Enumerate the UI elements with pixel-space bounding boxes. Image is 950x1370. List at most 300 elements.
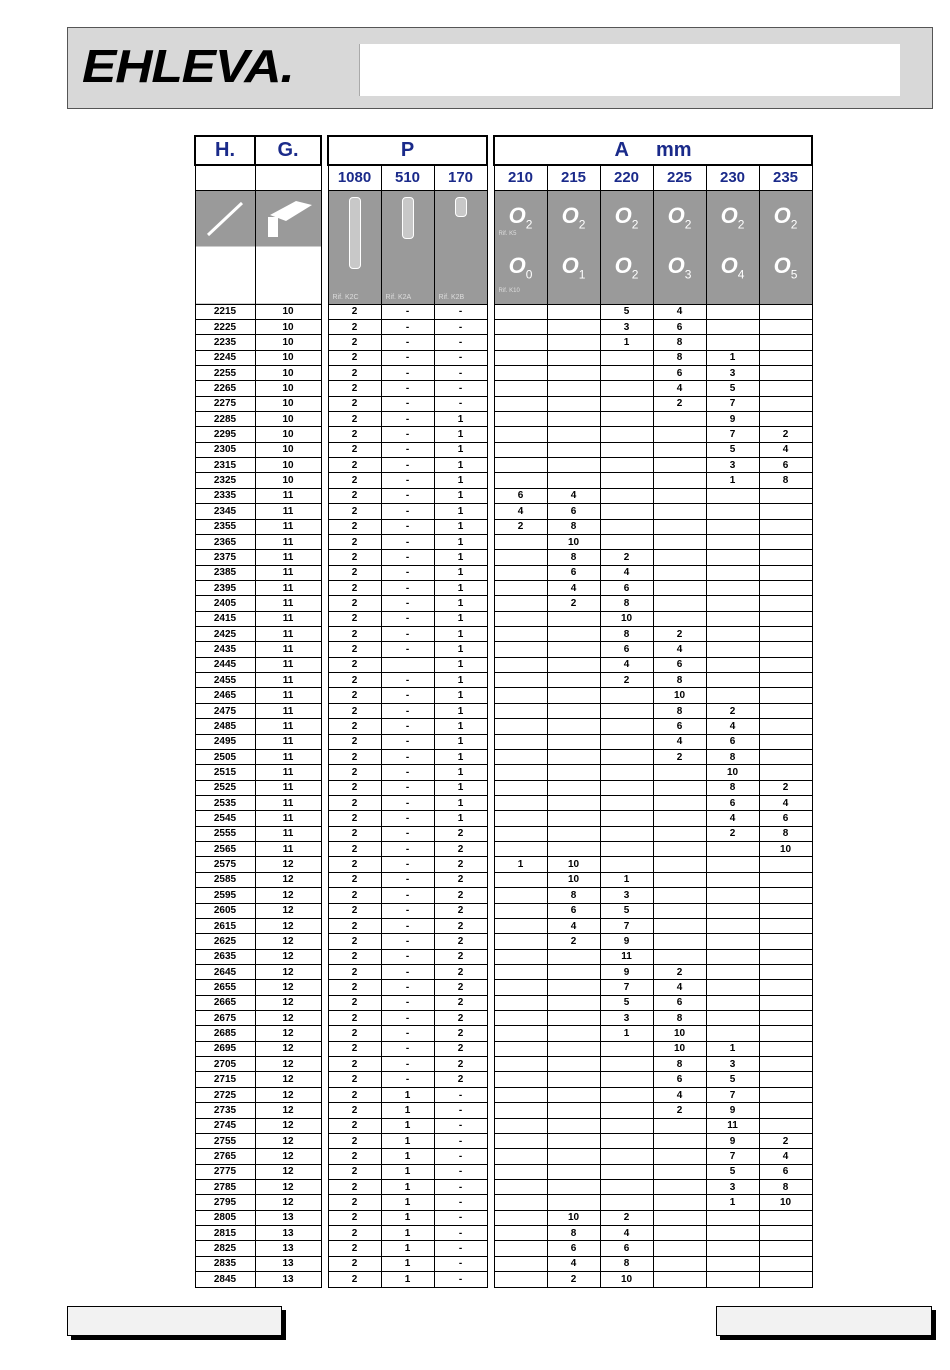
cell-h: 2235 <box>195 335 255 350</box>
cell-a: 4 <box>547 918 600 933</box>
cell-g: 11 <box>255 749 321 764</box>
cell-a: 4 <box>600 1226 653 1241</box>
cell-a <box>600 1179 653 1194</box>
cell-p: 2 <box>328 335 381 350</box>
cell-h: 2475 <box>195 703 255 718</box>
cell-a <box>600 473 653 488</box>
cell-p: - <box>381 934 434 949</box>
cell-p: 2 <box>328 427 381 442</box>
cell-p: 1 <box>434 580 487 595</box>
table-row <box>195 611 812 626</box>
cell-h: 2415 <box>195 611 255 626</box>
cell-a <box>706 903 759 918</box>
cell-a: 2 <box>759 780 812 795</box>
cell-a: 4 <box>653 304 706 319</box>
cell-a <box>653 458 706 473</box>
cell-a <box>494 796 547 811</box>
cell-a: 2 <box>759 1133 812 1148</box>
cell-a <box>653 1164 706 1179</box>
cell-a <box>494 319 547 334</box>
cell-a <box>494 765 547 780</box>
cell-h: 2575 <box>195 857 255 872</box>
cell-a: 6 <box>706 796 759 811</box>
cell-p <box>381 657 434 672</box>
cell-a <box>547 1072 600 1087</box>
cell-h: 2215 <box>195 304 255 319</box>
cell-a: 8 <box>759 1179 812 1194</box>
cell-a <box>759 765 812 780</box>
cell-g: 11 <box>255 811 321 826</box>
cell-a <box>494 903 547 918</box>
cell-a <box>600 857 653 872</box>
cell-p: 1 <box>434 657 487 672</box>
cell-a <box>494 442 547 457</box>
cell-a <box>547 350 600 365</box>
cell-p: - <box>381 550 434 565</box>
cell-a: 4 <box>653 642 706 657</box>
cell-g: 10 <box>255 427 321 442</box>
cell-a <box>706 627 759 642</box>
table-row <box>195 934 812 949</box>
cell-a: 8 <box>653 1057 706 1072</box>
cell-a <box>547 842 600 857</box>
cell-p: 2 <box>434 964 487 979</box>
cell-a: 8 <box>600 627 653 642</box>
cell-a <box>653 442 706 457</box>
cell-a: 8 <box>653 335 706 350</box>
cell-a <box>706 949 759 964</box>
table-row <box>195 504 812 519</box>
cell-a <box>547 473 600 488</box>
cell-g: 11 <box>255 719 321 734</box>
cell-p: 2 <box>328 780 381 795</box>
cell-p: 1 <box>434 765 487 780</box>
ref-label: Rif. K2C <box>332 293 359 301</box>
cell-a <box>547 995 600 1010</box>
cell-p: - <box>381 396 434 411</box>
cell-a <box>600 519 653 534</box>
cell-a <box>494 1179 547 1194</box>
cell-a <box>759 396 812 411</box>
brand-logo: EHLEVA. <box>82 40 294 92</box>
cell-g: 11 <box>255 596 321 611</box>
col-header-h: H. <box>195 136 255 165</box>
cell-h: 2515 <box>195 765 255 780</box>
cell-a <box>759 1041 812 1056</box>
cell-g: 10 <box>255 350 321 365</box>
table-row <box>195 903 812 918</box>
cell-a <box>494 611 547 626</box>
cell-a <box>706 565 759 580</box>
cell-a: 8 <box>600 1256 653 1271</box>
cell-g: 10 <box>255 304 321 319</box>
cell-a: 5 <box>600 903 653 918</box>
cell-a <box>600 1087 653 1102</box>
cell-a <box>759 749 812 764</box>
cell-a: 3 <box>706 1179 759 1194</box>
cell-a: 6 <box>494 488 547 503</box>
col-header-a-unit: mm <box>655 139 692 161</box>
cell-p: - <box>381 1041 434 1056</box>
cell-a: 6 <box>759 1164 812 1179</box>
cell-p: 2 <box>328 1118 381 1133</box>
cell-a <box>759 918 812 933</box>
cell-a: 1 <box>600 872 653 887</box>
cell-a: 10 <box>706 765 759 780</box>
cell-a <box>759 995 812 1010</box>
cell-p: - <box>381 458 434 473</box>
cell-p: 1 <box>434 796 487 811</box>
cell-p: 1 <box>381 1103 434 1118</box>
cell-g: 11 <box>255 842 321 857</box>
cell-p: 2 <box>328 442 381 457</box>
table-row <box>195 565 812 580</box>
cell-p: 2 <box>434 1057 487 1072</box>
cell-a <box>653 949 706 964</box>
cell-h: 2805 <box>195 1210 255 1225</box>
cell-a: 7 <box>706 427 759 442</box>
cell-p: 2 <box>434 1041 487 1056</box>
cell-a <box>494 580 547 595</box>
cell-p: 2 <box>328 1149 381 1164</box>
cell-p: 2 <box>328 458 381 473</box>
cell-a <box>706 934 759 949</box>
cell-a <box>494 1011 547 1026</box>
cell-a <box>706 580 759 595</box>
subheader-a: 215 <box>547 165 600 190</box>
cell-a: 2 <box>759 427 812 442</box>
cell-a <box>653 780 706 795</box>
cell-a: 4 <box>600 565 653 580</box>
cell-p: 2 <box>328 1133 381 1148</box>
page-header <box>67 27 933 109</box>
cell-p: 1 <box>434 749 487 764</box>
cell-a <box>494 749 547 764</box>
cell-p: 2 <box>328 381 381 396</box>
cell-p: 2 <box>328 304 381 319</box>
cell-a <box>494 657 547 672</box>
cell-a: 4 <box>547 1256 600 1271</box>
cell-p: 2 <box>328 1179 381 1194</box>
cell-p: 1 <box>434 550 487 565</box>
cell-a: 11 <box>600 949 653 964</box>
table-row <box>195 319 812 334</box>
cell-a <box>547 1179 600 1194</box>
subheader-p: 1080 <box>328 165 381 190</box>
cell-g: 12 <box>255 918 321 933</box>
cell-a <box>494 949 547 964</box>
cell-h: 2245 <box>195 350 255 365</box>
cell-a <box>759 335 812 350</box>
table-row <box>195 1241 812 1256</box>
cell-h: 2335 <box>195 488 255 503</box>
cell-a <box>494 627 547 642</box>
col-header-p: P <box>328 136 487 165</box>
table-row <box>195 1149 812 1164</box>
table-row <box>195 627 812 642</box>
cell-a <box>547 611 600 626</box>
blade-icon-cell <box>195 190 255 304</box>
cell-h: 2455 <box>195 673 255 688</box>
table-row <box>195 1226 812 1241</box>
cell-a <box>600 458 653 473</box>
cell-a <box>759 734 812 749</box>
cell-a: 6 <box>653 365 706 380</box>
cell-a <box>494 1272 547 1287</box>
cell-h: 2285 <box>195 412 255 427</box>
cell-a <box>600 826 653 841</box>
cell-a: 8 <box>547 1226 600 1241</box>
table-row <box>195 596 812 611</box>
cell-p: - <box>434 365 487 380</box>
cell-p: - <box>381 335 434 350</box>
cell-a <box>759 688 812 703</box>
cell-g: 13 <box>255 1210 321 1225</box>
cell-p: - <box>381 627 434 642</box>
cell-p: 2 <box>434 872 487 887</box>
cell-g: 11 <box>255 627 321 642</box>
cell-a <box>706 534 759 549</box>
cell-a: 10 <box>547 872 600 887</box>
cell-a <box>600 504 653 519</box>
cell-a <box>547 980 600 995</box>
cell-a <box>600 811 653 826</box>
cell-p: 1 <box>434 596 487 611</box>
cell-a: 8 <box>759 826 812 841</box>
cell-a <box>759 488 812 503</box>
table-row <box>195 673 812 688</box>
cell-a <box>547 365 600 380</box>
cell-a <box>547 427 600 442</box>
cell-a: 6 <box>547 504 600 519</box>
cell-a: 6 <box>600 580 653 595</box>
cell-a <box>706 995 759 1010</box>
cell-a <box>547 458 600 473</box>
cell-p: - <box>381 488 434 503</box>
cell-p: - <box>381 534 434 549</box>
cell-p: - <box>381 903 434 918</box>
cell-h: 2405 <box>195 596 255 611</box>
cell-p: 1 <box>434 627 487 642</box>
cell-a <box>759 580 812 595</box>
cell-a <box>547 381 600 396</box>
cell-a: 2 <box>547 934 600 949</box>
cell-h: 2615 <box>195 918 255 933</box>
cell-g: 11 <box>255 534 321 549</box>
cell-h: 2635 <box>195 949 255 964</box>
cell-p: 2 <box>434 980 487 995</box>
table-row <box>195 473 812 488</box>
cell-p: 2 <box>328 734 381 749</box>
cell-a <box>759 1011 812 1026</box>
cell-p: - <box>381 319 434 334</box>
cell-a <box>547 412 600 427</box>
cell-a <box>494 412 547 427</box>
cell-a: 2 <box>494 519 547 534</box>
cell-a: 5 <box>706 1072 759 1087</box>
cell-h: 2815 <box>195 1226 255 1241</box>
cell-a: 4 <box>547 488 600 503</box>
cell-a <box>494 1226 547 1241</box>
oval-icon: $O_2$ <box>614 252 639 281</box>
cell-p: - <box>381 703 434 718</box>
cell-a <box>759 1087 812 1102</box>
cell-p: 1 <box>434 734 487 749</box>
cell-p: - <box>434 1103 487 1118</box>
cell-a <box>547 1118 600 1133</box>
size-table <box>194 135 813 1288</box>
cell-a: 4 <box>653 980 706 995</box>
cell-a: 5 <box>600 995 653 1010</box>
cell-h: 2685 <box>195 1026 255 1041</box>
cell-g: 10 <box>255 319 321 334</box>
cell-g: 12 <box>255 934 321 949</box>
cell-p: 1 <box>381 1256 434 1271</box>
table-row <box>195 442 812 457</box>
cell-a <box>706 1011 759 1026</box>
cell-g: 11 <box>255 673 321 688</box>
cell-p: 2 <box>328 1072 381 1087</box>
cell-h: 2755 <box>195 1133 255 1148</box>
cell-a: 4 <box>759 796 812 811</box>
cell-a <box>706 1272 759 1287</box>
cell-p: 2 <box>328 796 381 811</box>
cell-p: - <box>381 673 434 688</box>
cell-a <box>653 811 706 826</box>
cell-a <box>600 1041 653 1056</box>
cell-p: 2 <box>328 688 381 703</box>
cell-a <box>759 964 812 979</box>
cell-a <box>759 857 812 872</box>
cell-a <box>547 719 600 734</box>
cell-a <box>547 688 600 703</box>
cell-h: 2325 <box>195 473 255 488</box>
cell-a <box>494 335 547 350</box>
subheader-a: 230 <box>706 165 759 190</box>
cell-p: 2 <box>328 842 381 857</box>
cell-a <box>547 1026 600 1041</box>
cell-a <box>547 1164 600 1179</box>
cell-g: 11 <box>255 550 321 565</box>
cell-a <box>494 427 547 442</box>
cell-a <box>547 1149 600 1164</box>
cell-p: - <box>434 1133 487 1148</box>
cell-p: - <box>381 596 434 611</box>
cell-p: 2 <box>434 857 487 872</box>
cell-a <box>759 719 812 734</box>
table-row <box>195 749 812 764</box>
cell-p: - <box>381 365 434 380</box>
cell-p: - <box>434 1210 487 1225</box>
cell-g: 10 <box>255 335 321 350</box>
cell-h: 2715 <box>195 1072 255 1087</box>
table-row <box>195 811 812 826</box>
table-row <box>195 964 812 979</box>
cell-g: 13 <box>255 1226 321 1241</box>
cell-p: - <box>381 857 434 872</box>
cell-a <box>759 903 812 918</box>
table-row <box>195 580 812 595</box>
cell-h: 2265 <box>195 381 255 396</box>
cell-a <box>494 1087 547 1102</box>
table-row <box>195 1272 812 1287</box>
oval-icon: $O_5$ <box>773 252 798 281</box>
cell-a <box>759 888 812 903</box>
cell-a <box>547 1133 600 1148</box>
table-row <box>195 980 812 995</box>
table-row <box>195 550 812 565</box>
cell-a <box>600 1164 653 1179</box>
cell-h: 2435 <box>195 642 255 657</box>
cell-a: 1 <box>706 473 759 488</box>
cell-p: 2 <box>328 765 381 780</box>
cell-p: - <box>381 304 434 319</box>
cell-a <box>759 1057 812 1072</box>
cell-h: 2795 <box>195 1195 255 1210</box>
cell-g: 10 <box>255 381 321 396</box>
cell-p: - <box>381 504 434 519</box>
cell-a <box>494 826 547 841</box>
table-row <box>195 842 812 857</box>
cell-h: 2485 <box>195 719 255 734</box>
cell-a <box>653 918 706 933</box>
cell-p: - <box>381 765 434 780</box>
table-row <box>195 396 812 411</box>
cell-a <box>494 596 547 611</box>
cell-p: 1 <box>381 1087 434 1102</box>
cell-p: - <box>381 473 434 488</box>
cell-a: 1 <box>494 857 547 872</box>
table-row <box>195 1195 812 1210</box>
cell-a <box>706 550 759 565</box>
cell-g: 12 <box>255 1195 321 1210</box>
rod-long-icon <box>349 197 361 269</box>
cell-a: 10 <box>759 842 812 857</box>
cell-h: 2705 <box>195 1057 255 1072</box>
cell-a <box>706 642 759 657</box>
cell-g: 12 <box>255 1072 321 1087</box>
cell-p: 2 <box>328 596 381 611</box>
cell-g: 10 <box>255 442 321 457</box>
cell-g: 12 <box>255 949 321 964</box>
cell-a <box>706 688 759 703</box>
cell-p: 2 <box>328 534 381 549</box>
cell-a <box>653 1195 706 1210</box>
oval-icon-cell <box>494 190 547 304</box>
cell-p: - <box>434 1149 487 1164</box>
cell-h: 2665 <box>195 995 255 1010</box>
ref-label: Rif. K2A <box>385 293 412 301</box>
cell-a <box>706 519 759 534</box>
cell-a: 3 <box>706 365 759 380</box>
cell-a: 8 <box>600 596 653 611</box>
cell-a: 6 <box>706 734 759 749</box>
cell-p: 2 <box>328 857 381 872</box>
cell-g: 12 <box>255 1133 321 1148</box>
cell-a: 2 <box>653 964 706 979</box>
cell-a <box>494 1241 547 1256</box>
cell-p: 2 <box>328 412 381 427</box>
cell-a: 4 <box>759 442 812 457</box>
cell-a <box>653 903 706 918</box>
cell-a: 2 <box>706 703 759 718</box>
cell-a <box>759 1072 812 1087</box>
cell-a <box>600 381 653 396</box>
footer-box-right <box>716 1306 932 1336</box>
cell-a <box>494 780 547 795</box>
cell-p: - <box>381 381 434 396</box>
bracket-icon-cell <box>255 190 321 304</box>
